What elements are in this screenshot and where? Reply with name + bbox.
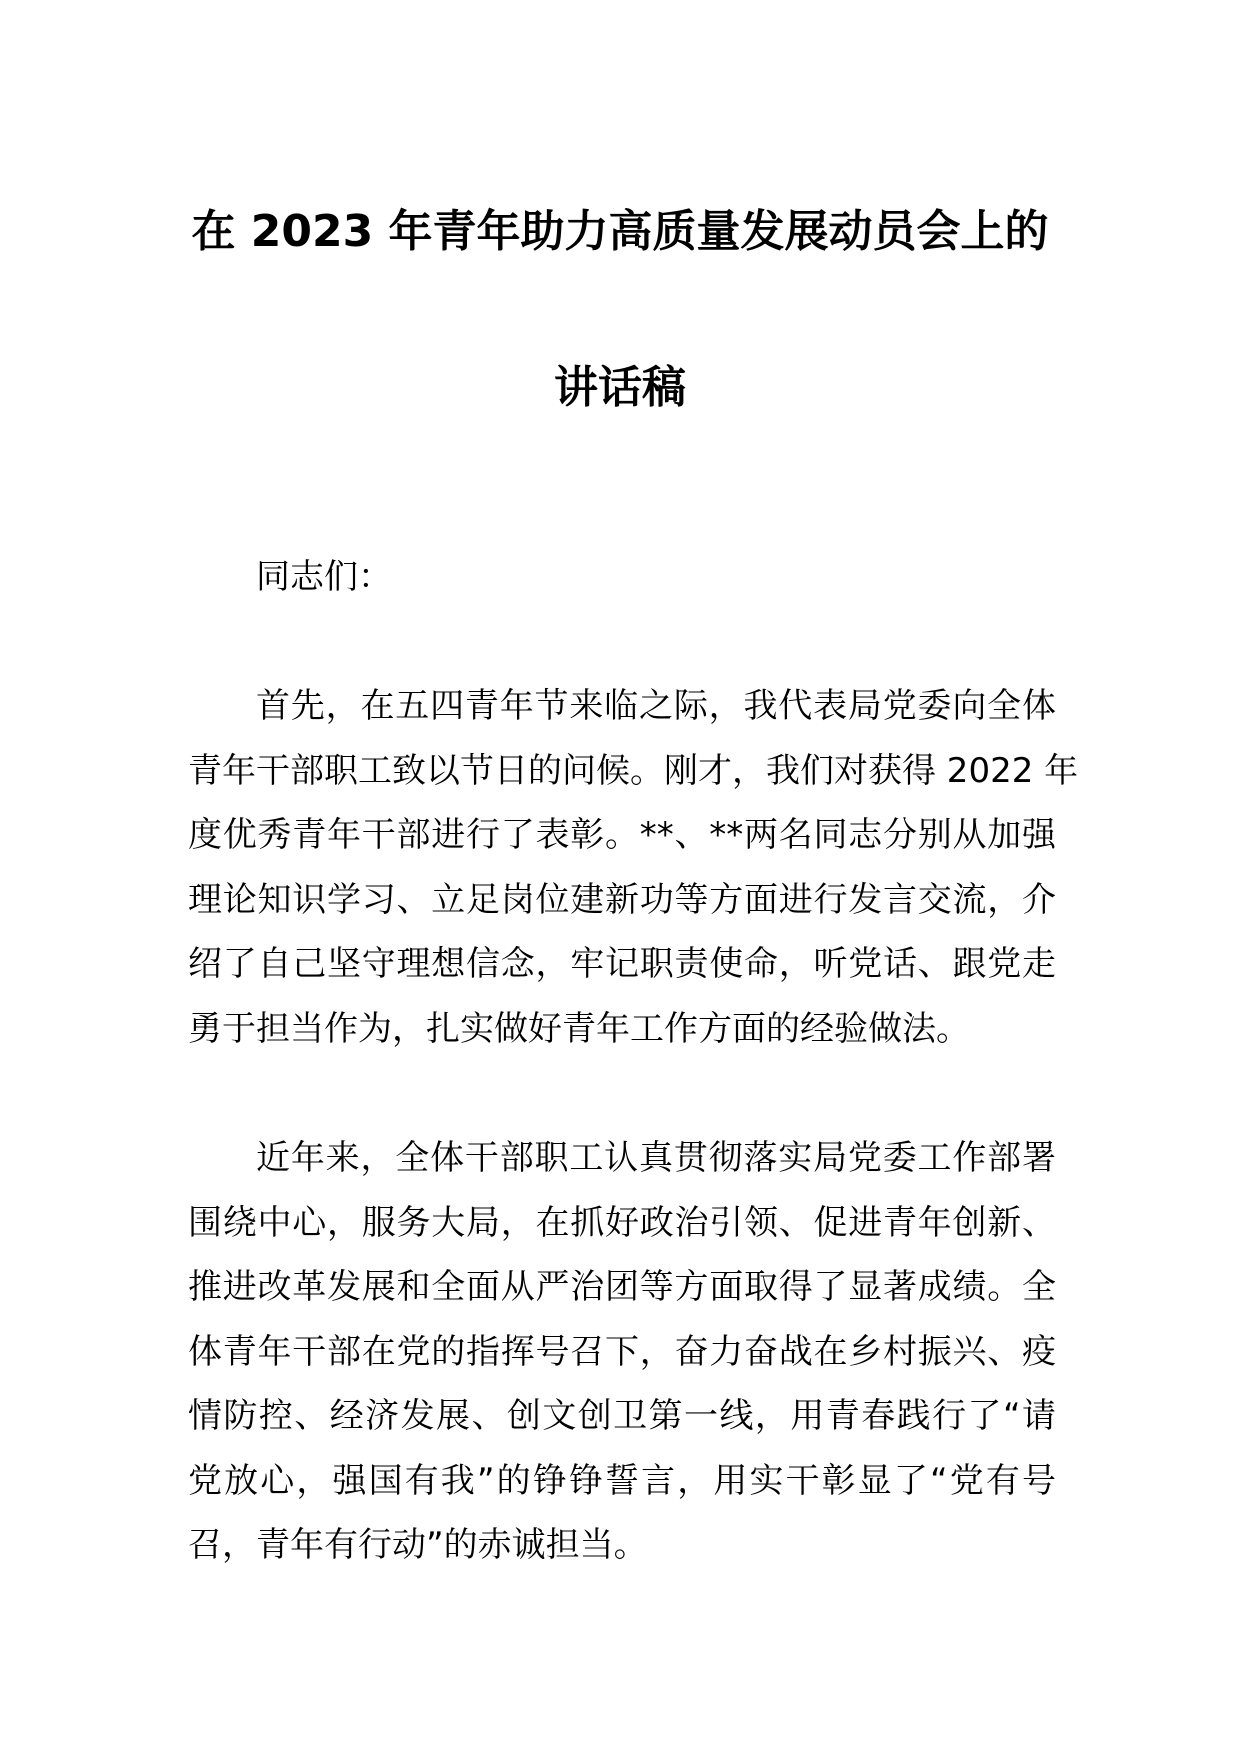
paragraph-line: 体青年干部在党的指挥号召下，奋力奋战在乡村振兴、疫 [188,1331,1056,1372]
salutation [188,545,1056,610]
paragraph-line: 青年干部职工致以节日的问候。刚才，我们对获得 2022 年 [188,750,1079,791]
paragraph-line: 勇于担当作为，扎实做好青年工作方面的经验做法。 [188,1008,970,1049]
paragraph-line: 理论知识学习、立足岗位建新功等方面进行发言交流，介 [188,879,1056,920]
document-title-line-1: 在 2023 年青年助力高质量发展动员会上的 [191,206,1049,257]
paragraph-line: 绍了自己坚守理想信念，牢记职责使命，听党话、跟党走 [188,944,1056,984]
paragraph-2 [188,1126,1056,1578]
paragraph-line: 推进改革发展和全面从严治团等方面取得了显著成绩。全 [188,1267,1056,1307]
salutation-text: 同志们： [256,557,392,597]
paragraph-1 [188,674,1079,1061]
paragraph-line: 召，青年有行动”的赤诚担当。 [188,1525,648,1565]
paragraph-line: 围绕中心，服务大局，在抓好政治引领、促进青年创新、 [188,1202,1056,1243]
paragraph-line: 情防控、经济发展、创文创卫第一线，用青春践行了“请 [188,1396,1056,1436]
paragraph-line: 度优秀青年干部进行了表彰。**、**两名同志分别从加强 [188,815,1056,855]
document-title-line-2: 讲话稿 [554,362,686,413]
paragraph-line: 党放心，强国有我”的铮铮誓言，用实干彰显了“党有号 [188,1460,1056,1501]
paragraph-line: 首先，在五四青年节来临之际，我代表局党委向全体 [256,686,1056,726]
paragraph-line: 近年来，全体干部职工认真贯彻落实局党委工作部署 [256,1138,1056,1178]
